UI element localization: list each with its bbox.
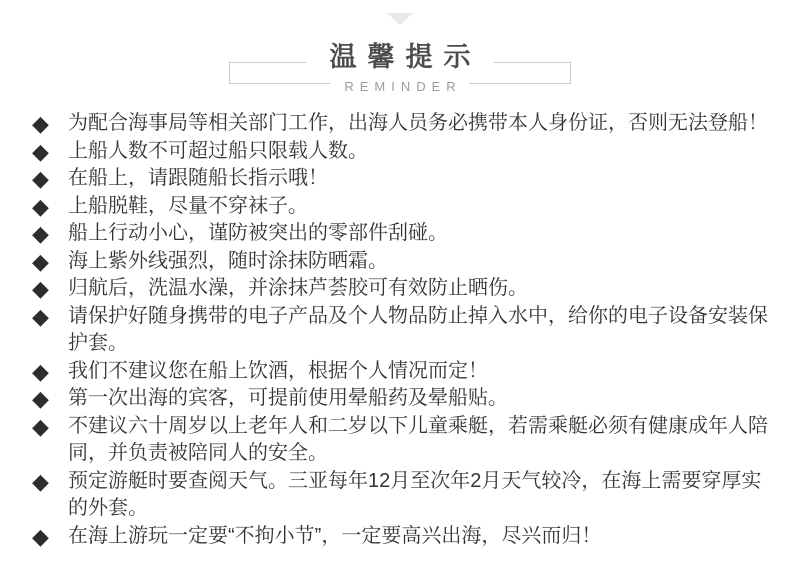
reminder-item [34, 385, 772, 413]
reminder-text: 上船脱鞋，尽量不穿袜子。 [68, 194, 308, 217]
reminder-item [34, 193, 772, 221]
reminder-item [34, 413, 772, 468]
page-subtitle: REMINDER [330, 79, 469, 95]
reminder-item [34, 165, 772, 193]
reminder-text: 第一次出海的宾客，可提前使用晕船药及晕船贴。 [68, 387, 508, 409]
reminder-item [34, 220, 772, 248]
reminder-item [34, 248, 772, 276]
reminder-text: 请保护好随身携带的电子产品及个人物品防止掉入水中，给你的电子设备安装保护套。 [68, 304, 768, 354]
reminder-text: 海上紫外线强烈，随时涂抹防晒霜。 [68, 249, 388, 272]
diamond-bullet-icon: ◆ [32, 276, 49, 301]
diamond-bullet-icon: ◆ [32, 386, 49, 411]
diamond-bullet-icon: ◆ [32, 413, 49, 439]
page-title: 温馨提示 [307, 41, 494, 73]
reminder-text: 在海上游玩一定要“不拘小节”，一定要高兴出海，尽兴而归！ [68, 524, 602, 547]
diamond-bullet-icon: ◆ [32, 111, 49, 136]
reminder-text: 为配合海事局等相关部门工作，出海人员务必携带本人身份证，否则无法登船！ [68, 112, 768, 134]
reminder-item [34, 358, 772, 386]
reminder-item [34, 523, 772, 551]
reminder-text: 我们不建议您在船上饮酒，根据个人情况而定！ [68, 359, 488, 382]
reminder-text: 不建议六十周岁以上老年人和二岁以下儿童乘艇，若需乘艇必须有健康成年人陪同，并负责被陪同人的安全。 [68, 414, 768, 464]
section-header [229, 44, 571, 96]
reminder-list [34, 110, 772, 550]
reminder-item [34, 468, 772, 523]
reminder-item [34, 275, 772, 303]
reminder-item [34, 303, 772, 358]
reminder-text: 归航后，洗温水澡，并涂抹芦荟胶可有效防止晒伤。 [68, 277, 528, 299]
reminder-text: 上船人数不可超过船只限载人数。 [68, 139, 368, 162]
reminder-item [34, 138, 772, 166]
reminder-item [34, 110, 772, 138]
diamond-bullet-icon: ◆ [32, 166, 49, 191]
reminder-text: 在船上，请跟随船长指示哦！ [68, 167, 328, 189]
diamond-bullet-icon: ◆ [32, 358, 49, 384]
diamond-bullet-icon: ◆ [32, 221, 49, 246]
reminder-text: 预定游艇时要查阅天气。三亚每年12月至次年2月天气较冷，在海上需要穿厚实的外套。 [68, 469, 762, 519]
diamond-bullet-icon: ◆ [32, 468, 49, 494]
diamond-bullet-icon: ◆ [32, 303, 49, 329]
diamond-bullet-icon: ◆ [32, 193, 49, 219]
triangle-down-icon [387, 13, 413, 25]
diamond-bullet-icon: ◆ [32, 523, 49, 549]
reminder-text: 船上行动小心，谨防被突出的零部件刮碰。 [68, 222, 448, 244]
diamond-bullet-icon: ◆ [32, 138, 49, 164]
diamond-bullet-icon: ◆ [32, 248, 49, 274]
